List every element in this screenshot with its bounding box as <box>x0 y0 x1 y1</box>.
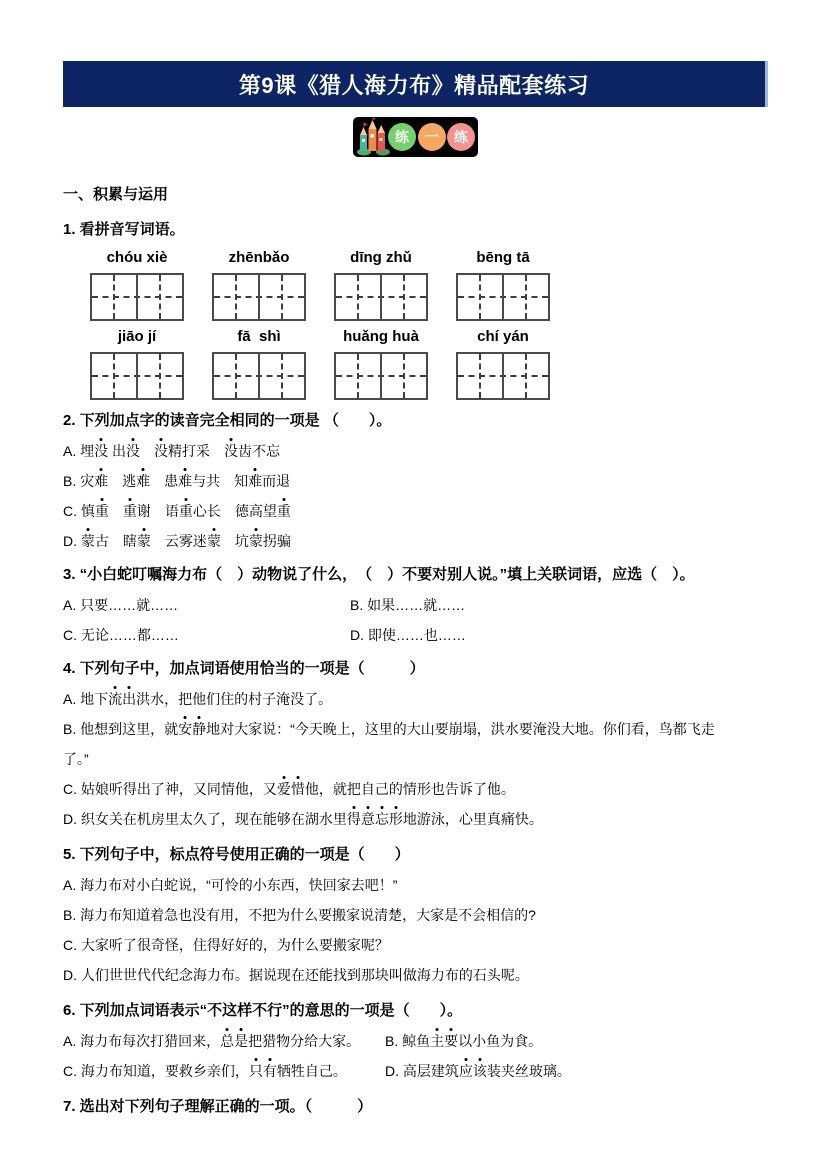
pinyin-label: fā shì <box>237 328 281 345</box>
q4-stem: 4. 下列句子中，加点词语使用恰当的一项是（ ） <box>63 660 425 677</box>
q3-option-b: B. 如果……就…… <box>350 597 466 613</box>
q7-stem: 7. 选出对下列句子理解正确的一项。（ ） <box>63 1098 373 1115</box>
writing-grid <box>456 273 550 321</box>
q4-option-a: A. 地下流出洪水，把他们住的村子淹没了。 <box>63 691 333 707</box>
q5-stem: 5. 下列句子中，标点符号使用正确的一项是（ ） <box>63 846 410 863</box>
q6-stem: 6. 下列加点词语表示“不这样不行”的意思的一项是（ ）。 <box>63 1002 463 1019</box>
q3-option-row-1 <box>63 590 768 620</box>
q4-option-c: C. 姑娘听得出了神，又同情他，又爱惜他，就把自己的情形也告诉了他。 <box>63 781 515 797</box>
pinyin-label: dīng zhǔ <box>350 249 412 266</box>
writing-grid <box>456 352 550 400</box>
pinyin-label: bēng tā <box>476 249 530 266</box>
grid-cell <box>336 354 380 398</box>
writing-grid <box>334 273 428 321</box>
q3-option-row-2 <box>63 620 768 650</box>
pinyin-block <box>334 248 428 321</box>
writing-grid <box>212 273 306 321</box>
q3-stem: 3. “小白蛇叮嘱海力布（ ）动物说了什么， （ ）不要对别人说。”填上关联词语，应选（ ）。 <box>63 566 695 583</box>
question-6 <box>63 996 768 1086</box>
question-4 <box>63 654 768 834</box>
q5-option-c: C. 大家听了很奇怪，住得好好的，为什么要搬家呢？ <box>63 937 389 953</box>
q3-option-c: C. 无论……都…… <box>63 627 179 643</box>
writing-grid <box>212 352 306 400</box>
grid-cell <box>336 275 380 319</box>
grid-cell <box>258 275 304 319</box>
practice-badge <box>63 117 768 157</box>
q2-option-a: A. 埋没 出没 没精打采 没齿不忘 <box>63 443 281 459</box>
question-1 <box>63 220 768 400</box>
q6-option-c: C. 海力布知道，要救乡亲们，只有牺牲自己。 <box>63 1063 347 1079</box>
q2-option-c: C. 慎重 重谢 语重心长 德高望重 <box>63 503 291 519</box>
practice-badge-image <box>353 117 478 157</box>
grid-cell <box>92 354 136 398</box>
q4-option-b-continued: 了。” <box>63 751 89 767</box>
grid-cell <box>214 354 258 398</box>
pinyin-label: chóu xiè <box>106 249 168 266</box>
q6-option-row-1 <box>63 1026 768 1056</box>
q4-option-b: B. 他想到这里，就安静地对大家说：“今天晚上，这里的大山要崩塌，洪水要淹没大地。你们看，鸟都飞走 <box>63 721 715 737</box>
pinyin-block <box>334 327 428 400</box>
q5-option-b: B. 海力布知道着急也没有用，不把为什么要搬家说清楚，大家是不会相信的? <box>63 907 536 923</box>
q4-option-d: D. 织女关在机房里太久了，现在能够在湖水里得意忘形地游泳，心里真痛快。 <box>63 811 543 827</box>
badge-char-2: 一 <box>425 129 439 145</box>
pinyin-row-1 <box>90 248 550 321</box>
grid-cell <box>502 354 548 398</box>
pinyin-label: huǎng huà <box>343 328 419 345</box>
q2-option-b: B. 灾难 逃难 患难与共 知难而退 <box>63 473 291 489</box>
grid-cell <box>214 275 258 319</box>
grid-cell <box>258 354 304 398</box>
q3-option-d: D. 即使……也…… <box>350 627 466 643</box>
q2-stem: 2. 下列加点字的读音完全相同的一项是 （ ）。 <box>63 412 392 429</box>
writing-grid <box>334 352 428 400</box>
q5-option-d: D. 人们世世代代纪念海力布。据说现在还能找到那块叫做海力布的石头呢。 <box>63 967 529 983</box>
pinyin-label: zhēnbǎo <box>228 249 290 266</box>
pinyin-block <box>90 327 184 400</box>
badge-circles <box>388 123 475 151</box>
pinyin-block <box>212 248 306 321</box>
writing-grid <box>90 352 184 400</box>
pinyin-block <box>212 327 306 400</box>
question-2 <box>63 406 768 556</box>
grid-cell <box>136 354 182 398</box>
grid-cell <box>136 275 182 319</box>
q6-option-row-2 <box>63 1056 768 1086</box>
writing-grid <box>90 273 184 321</box>
grid-cell <box>502 275 548 319</box>
page-title: 第9课《猎人海力布》精品配套练习 <box>238 72 590 98</box>
pinyin-block <box>456 248 550 321</box>
q1-stem: 1. 看拼音写词语。 <box>63 221 185 238</box>
grid-cell <box>380 275 426 319</box>
grid-cell <box>92 275 136 319</box>
q6-option-a: A. 海力布每次打猎回来，总是把猎物分给大家。 <box>63 1033 361 1049</box>
q3-option-a: A. 只要……就…… <box>63 597 179 613</box>
q6-option-b: B. 鲸鱼主要以小鱼为食。 <box>385 1033 543 1049</box>
grid-cell <box>458 354 502 398</box>
q2-option-d: D. 蒙古 瞎蒙 云雾迷蒙 坑蒙拐骗 <box>63 533 291 549</box>
grid-cell <box>380 354 426 398</box>
question-5 <box>63 840 768 990</box>
badge-char-1: 练 <box>395 129 409 145</box>
q5-option-a: A. 海力布对小白蛇说，“可怜的小东西，快回家去吧！” <box>63 877 398 893</box>
pinyin-block <box>90 248 184 321</box>
pinyin-label: chí yán <box>477 328 529 345</box>
q6-option-d: D. 高层建筑应该装夹丝玻璃。 <box>385 1063 571 1079</box>
grid-cell <box>458 275 502 319</box>
pinyin-row-2 <box>90 327 550 400</box>
title-banner <box>63 61 768 107</box>
pinyin-label: jiāo jí <box>117 328 157 345</box>
pinyin-block <box>456 327 550 400</box>
section-heading: 一、积累与运用 <box>63 186 169 203</box>
badge-char-3: 练 <box>454 129 468 145</box>
question-3 <box>63 560 768 650</box>
question-7 <box>63 1092 768 1122</box>
pinyin-writing-area <box>90 248 550 400</box>
